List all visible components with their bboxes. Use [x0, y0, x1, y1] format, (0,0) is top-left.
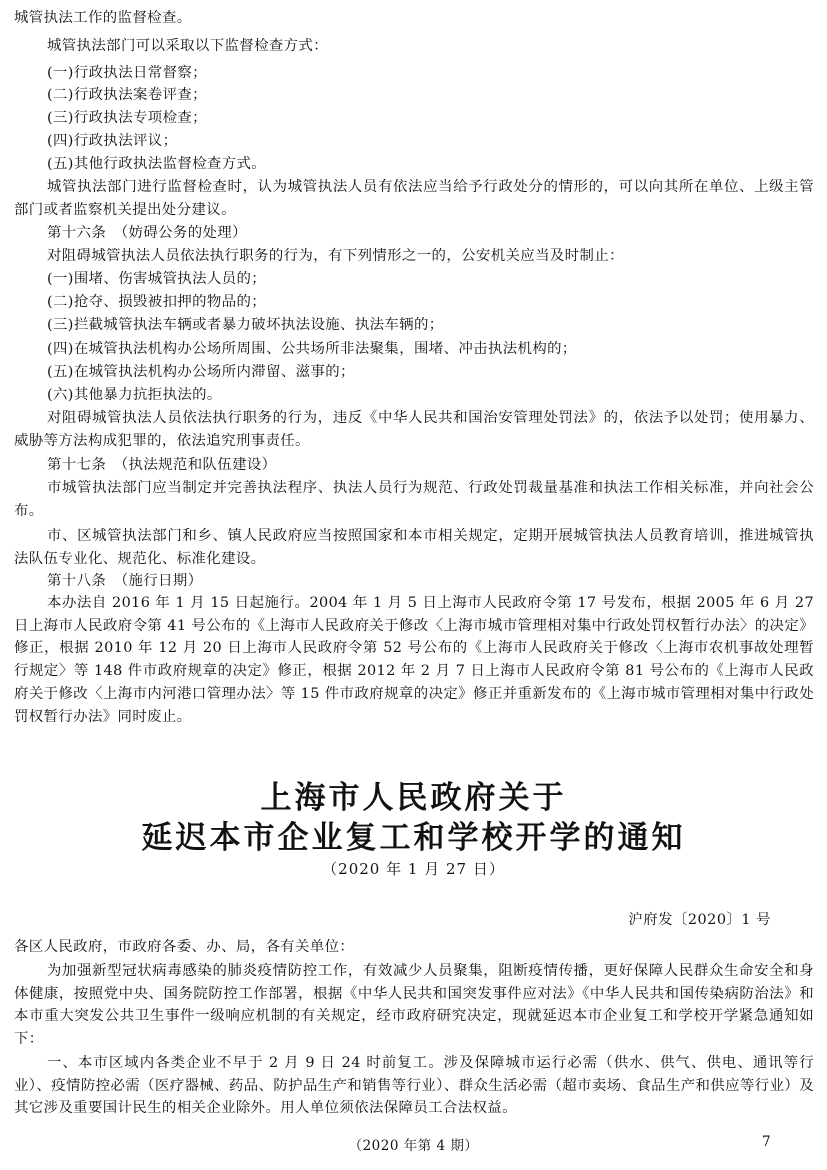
list-item: (一)行政执法日常督察；: [47, 65, 207, 81]
list-item: (五)其他行政执法监督检查方式。: [47, 156, 267, 172]
text-line: 城管执法工作的监督检查。: [14, 10, 192, 26]
article-heading: 第十八条 （施行日期）: [47, 573, 203, 589]
list-item: (三)拦截城管执法车辆或者暴力破坏执法设施、执法车辆的；: [47, 317, 444, 333]
list-item: (六)其他暴力抗拒执法的。: [47, 387, 222, 403]
paragraph: 一、本市区域内各类企业不早于 2 月 9 日 24 时前复工。涉及保障城市运行必需（供水、供气、供电、通讯等行业）、疫情防控必需（医疗器械、药品、防护品生产和销售等行业）、群众生活必需（超市卖场、食品生产和供应等行业）及其它涉及重要国计民生的相关企业除外。用人单位须依法保障员工合法权益。: [14, 1055, 814, 1117]
list-item: (二)抢夺、损毁被扣押的物品的；: [47, 294, 267, 310]
paragraph: 对阻碍城管执法人员依法执行职务的行为，有下列情形之一的，公安机关应当及时制止：: [47, 248, 624, 264]
paragraph: 本办法自 2016 年 1 月 15 日起施行。2004 年 1 月 5 日上海市人民政府令第 17 号发布，根据 2005 年 6 月 27 日上海市人民政府令第 41 号公布的《上海市人民政府关于修改〈上海市城市管理相对集中行政处罚权暂行办法〉的决定》修正，根据 2010 年 12 月 20 日上海市人民政府令第 52 号公布的《上海市人民政府关于修改〈上海市农机事故处理暂行规定〉等 148 件市政府规章的决定》修正，根据 2012 年 2 月 7 日上海市人民政府令第 81 号公布的《上海市人民政府关于修改〈上海市内河港口管理办法〉等 15 件市政府规章的决定》修正并重新发布的《上海市城市管理相对集中行政处罚权暂行办法》同时废止。: [14, 595, 814, 725]
text-line: 城管执法部门可以采取以下监督检查方式：: [47, 38, 329, 54]
article-heading: 第十七条 （执法规范和队伍建设）: [47, 457, 277, 473]
paragraph: 对阻碍城管执法人员依法执行职务的行为，违反《中华人民共和国治安管理处罚法》的，依法予以处罚；使用暴力、威胁等方法构成犯罪的，依法追究刑事责任。: [14, 410, 814, 449]
paragraph: 为加强新型冠状病毒感染的肺炎疫情防控工作，有效减少人员聚集，阻断疫情传播，更好保障人民群众生命安全和身体健康，按照党中央、国务院防控工作部署，根据《中华人民共和国突发事件应对法》《中华人民共和国传染病防治法》和本市重大突发公共卫生事件一级响应机制的有关规定，经市政府研究决定，现就延迟本市企业复工和学校开学紧急通知如下：: [14, 963, 814, 1048]
notice-title-line-2: 延迟本市企业复工和学校开学的通知: [141, 820, 686, 856]
list-item: (四)在城管执法机构办公场所周围、公共场所非法聚集，围堵、冲击执法机构的；: [47, 341, 577, 357]
page-number: 7: [762, 1134, 771, 1150]
list-item: (二)行政执法案卷评查；: [47, 87, 207, 103]
list-item: (一)围堵、伤害城管执法人员的；: [47, 271, 267, 287]
list-item: (五)在城管执法机构办公场所内滞留、滋事的；: [47, 364, 355, 380]
article-heading: 第十六条 （妨碍公务的处理）: [47, 225, 247, 241]
addressee: 各区人民政府，市政府各委、办、局，各有关单位：: [14, 939, 355, 955]
paragraph: 市城管执法部门应当制定并完善执法程序、执法人员行为规范、行政处罚裁量基准和执法工作相关标准，并向社会公布。: [14, 480, 814, 519]
document-number: 沪府发〔2020〕1 号: [628, 912, 771, 928]
list-item: (三)行政执法专项检查；: [47, 110, 207, 126]
notice-date: （2020 年 1 月 27 日）: [322, 860, 505, 878]
paragraph: 城管执法部门进行监督检查时，认为城管执法人员有依法应当给予行政处分的情形的，可以向其所在单位、上级主管部门或者监察机关提出处分建议。: [14, 179, 814, 218]
list-item: (四)行政执法评议；: [47, 133, 178, 149]
notice-title-line-1: 上海市人民政府关于: [260, 780, 567, 816]
issue-label: （2020 年第 4 期）: [348, 1138, 479, 1154]
paragraph: 市、区城管执法部门和乡、镇人民政府应当按照国家和本市相关规定，定期开展城管执法人员教育培训，推进城管执法队伍专业化、规范化、标准化建设。: [14, 528, 814, 567]
